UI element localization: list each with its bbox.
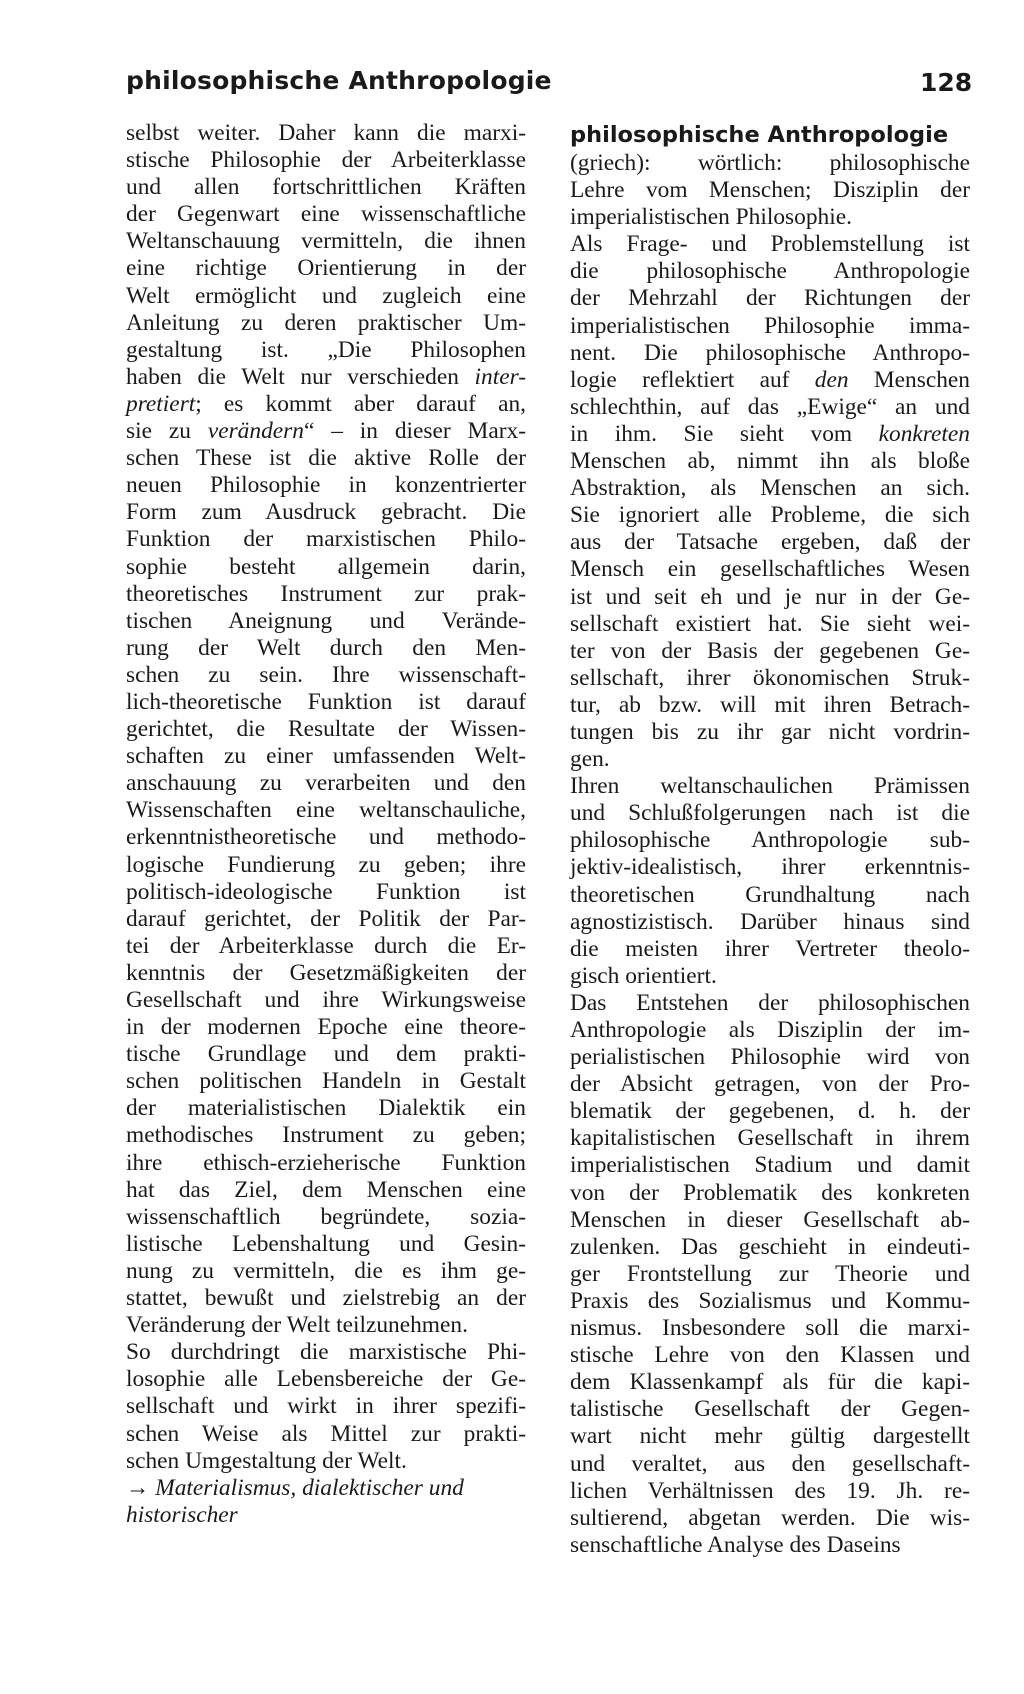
text-line: gen. bbox=[570, 746, 610, 773]
text-line: agnostizistisch. Darüber hinaus sind bbox=[570, 908, 970, 935]
text-line: gerichtet, die Resultate der Wissen- bbox=[126, 716, 526, 743]
text-line: jektiv-idealistisch, ihrer erkenntnis- bbox=[570, 854, 970, 881]
text-line: nismus. Insbesondere soll die marxi- bbox=[570, 1315, 970, 1342]
text-line: Ihren weltanschaulichen Prämissen bbox=[570, 773, 970, 800]
text-line: logie reflektiert auf den Menschen bbox=[570, 366, 970, 393]
text-line: imperialistischen Philosophie imma- bbox=[570, 312, 970, 339]
text-line: ist und seit eh und je nur in der Ge- bbox=[570, 583, 970, 610]
text-line: Veränderung der Welt teilzunehmen. bbox=[126, 1312, 468, 1339]
text-line: wissenschaftlich begründete, sozia- bbox=[126, 1203, 526, 1230]
text-line: stische Philosophie der Arbeiterklasse bbox=[126, 147, 526, 174]
text-line: Als Frage- und Problemstellung ist bbox=[570, 231, 970, 258]
text-line: aus der Tatsache ergeben, daß der bbox=[570, 529, 970, 556]
text-line: blematik der gegebenen, d. h. der bbox=[570, 1098, 970, 1125]
text-line: selbst weiter. Daher kann die marxi- bbox=[126, 120, 526, 146]
text-line: Welt ermöglicht und zugleich eine bbox=[126, 282, 526, 309]
text-line: Praxis des Sozialismus und Kommu- bbox=[570, 1287, 970, 1314]
text-line: hat das Ziel, dem Menschen eine bbox=[126, 1176, 526, 1203]
text-line: perialistischen Philosophie wird von bbox=[570, 1044, 970, 1071]
text-line: Anleitung zu deren praktischer Um- bbox=[126, 309, 526, 336]
text-line: talistische Gesellschaft der Gegen- bbox=[570, 1396, 970, 1423]
text-line: schaften zu einer umfassenden Welt- bbox=[126, 743, 526, 770]
text-line: der Gegenwart eine wissenschaftliche bbox=[126, 201, 526, 228]
text-line: ter von der Basis der gegebenen Ge- bbox=[570, 637, 970, 664]
text-line: darauf gerichtet, der Politik der Par- bbox=[126, 905, 526, 932]
cross-reference-continuation[interactable]: historischer bbox=[126, 1501, 238, 1528]
text-line: lichen Verhältnissen des 19. Jh. re- bbox=[570, 1477, 970, 1504]
text-line: imperialistischen Philosophie. bbox=[570, 204, 852, 231]
text-line: schen These ist die aktive Rolle der bbox=[126, 445, 526, 472]
text-line: schlechthin, auf das „Ewige“ an und bbox=[570, 393, 970, 420]
text-line: Das Entstehen der philosophischen bbox=[570, 989, 970, 1016]
text-line: sellschaft existiert hat. Sie sieht wei- bbox=[570, 610, 970, 637]
text-line: neuen Philosophie in konzentrierter bbox=[126, 472, 526, 499]
text-line: nung zu vermitteln, die es ihm ge- bbox=[126, 1257, 526, 1284]
text-line: pretiert; es kommt aber darauf an, bbox=[126, 390, 526, 417]
text-line: losophie alle Lebensbereiche der Ge- bbox=[126, 1366, 526, 1393]
text-line: senschaftliche Analyse des Daseins bbox=[570, 1531, 901, 1558]
text-line: Anthropologie als Disziplin der im- bbox=[570, 1017, 970, 1043]
text-line: ihre ethisch-erzieherische Funktion bbox=[126, 1149, 526, 1176]
text-line: schen Weise als Mittel zur prakti- bbox=[126, 1420, 526, 1447]
text-line: sie zu verändern“ – in dieser Marx- bbox=[126, 418, 527, 445]
text-line: zulenken. Das geschieht in eindeuti- bbox=[570, 1233, 970, 1260]
entry-heading: philosophische Anthropologie bbox=[570, 122, 949, 148]
text-line: ger Frontstellung zur Theorie und bbox=[570, 1260, 970, 1287]
text-line: schen politischen Handeln in Gestalt bbox=[126, 1068, 526, 1095]
text-line: und allen fortschrittlichen Kräften bbox=[126, 174, 526, 201]
text-line: Sie ignoriert alle Probleme, die sich bbox=[570, 502, 970, 529]
text-line: schen zu sein. Ihre wissenschaft- bbox=[126, 661, 526, 688]
text-line: die meisten ihrer Vertreter theolo- bbox=[570, 935, 970, 962]
text-line: eine richtige Orientierung in der bbox=[126, 255, 526, 282]
text-line: stattet, bewußt und zielstrebig an der bbox=[126, 1285, 526, 1312]
text-line: in der modernen Epoche eine theore- bbox=[126, 1014, 526, 1041]
text-line: in ihm. Sie sieht vom konkreten bbox=[570, 420, 970, 447]
left-column bbox=[126, 120, 526, 1529]
text-line: tischen Aneignung und Verände- bbox=[126, 607, 526, 634]
text-line: und Schlußfolgerungen nach ist die bbox=[570, 800, 970, 827]
text-line: theoretischen Grundhaltung nach bbox=[570, 881, 970, 908]
text-line: kapitalistischen Gesellschaft in ihrem bbox=[570, 1125, 970, 1152]
text-line: tei der Arbeiterklasse durch die Er- bbox=[126, 932, 526, 959]
text-line: Menschen in dieser Gesellschaft ab- bbox=[570, 1206, 970, 1233]
text-line: der materialistischen Dialektik ein bbox=[126, 1095, 526, 1122]
text-line: der Mehrzahl der Richtungen der bbox=[570, 285, 970, 312]
text-line: schen Umgestaltung der Welt. bbox=[126, 1447, 407, 1474]
text-line: sellschaft, ihrer ökonomischen Struk- bbox=[570, 664, 970, 691]
text-line: So durchdringt die marxistische Phi- bbox=[126, 1339, 526, 1366]
text-line: von der Problematik des konkreten bbox=[570, 1179, 970, 1206]
text-line: rung der Welt durch den Men- bbox=[126, 634, 526, 661]
text-line: tur, ab bzw. will mit ihren Betrach- bbox=[570, 691, 970, 718]
text-line: haben die Welt nur verschieden inter- bbox=[126, 363, 526, 390]
text-line: Wissenschaften eine weltanschauliche, bbox=[126, 797, 526, 824]
text-line: tische Grundlage und dem prakti- bbox=[126, 1041, 526, 1068]
text-line: Mensch ein gesellschaftliches Wesen bbox=[570, 556, 970, 583]
text-line: nent. Die philosophische Anthropo- bbox=[570, 339, 970, 366]
text-line: philosophische Anthropologie sub- bbox=[570, 827, 970, 854]
text-line: und veraltet, aus den gesellschaft- bbox=[570, 1450, 970, 1477]
text-line: gisch orientiert. bbox=[570, 962, 717, 989]
text-line: sultierend, abgetan werden. Die wis- bbox=[570, 1504, 970, 1531]
text-line: imperialistischen Stadium und damit bbox=[570, 1152, 970, 1179]
text-line: logische Fundierung zu geben; ihre bbox=[126, 851, 526, 878]
cross-reference[interactable] bbox=[126, 1475, 526, 1502]
text-line: anschauung zu verarbeiten und den bbox=[126, 770, 526, 797]
text-line: der Absicht getragen, von der Pro- bbox=[570, 1071, 970, 1098]
text-line: (griech): wörtlich: philosophische bbox=[570, 150, 970, 176]
page-number: 128 bbox=[920, 68, 973, 97]
text-line: die philosophische Anthropologie bbox=[570, 258, 970, 285]
text-line: tungen bis zu ihr gar nicht vordrin- bbox=[570, 718, 970, 745]
text-line: Funktion der marxistischen Philo- bbox=[126, 526, 526, 553]
text-line: Gesellschaft und ihre Wirkungsweise bbox=[126, 987, 526, 1013]
text-line: politisch-ideologische Funktion ist bbox=[126, 878, 526, 905]
text-line: erkenntnistheoretische und methodo- bbox=[126, 824, 526, 851]
text-line: Menschen ab, nimmt ihn als bloße bbox=[570, 448, 970, 475]
text-line: theoretisches Instrument zur prak- bbox=[126, 580, 526, 607]
arrow-right-icon: → bbox=[126, 1474, 150, 1501]
text-line: Form zum Ausdruck gebracht. Die bbox=[126, 499, 526, 526]
text-line: Lehre vom Menschen; Disziplin der bbox=[570, 177, 970, 204]
text-line: wart nicht mehr gültig dargestellt bbox=[570, 1423, 970, 1450]
text-line: sophie besteht allgemein darin, bbox=[126, 553, 526, 580]
text-line: gestaltung ist. „Die Philosophen bbox=[126, 336, 526, 363]
text-line: methodisches Instrument zu geben; bbox=[126, 1122, 526, 1149]
text-line: stische Lehre von den Klassen und bbox=[570, 1342, 970, 1369]
text-line: kenntnis der Gesetzmäßigkeiten der bbox=[126, 959, 526, 986]
text-line: Weltanschauung vermitteln, die ihnen bbox=[126, 228, 526, 255]
text-line: lich-theoretische Funktion ist darauf bbox=[126, 688, 526, 715]
text-line: dem Klassenkampf als für die kapi- bbox=[570, 1369, 970, 1396]
running-head: philosophische Anthropologie bbox=[126, 66, 552, 95]
cross-reference-text: Materialismus, dialektischer und bbox=[155, 1474, 464, 1501]
right-column bbox=[570, 120, 970, 1559]
text-line: sellschaft und wirkt in ihrer spezifi- bbox=[126, 1393, 526, 1420]
text-line: listische Lebenshaltung und Gesin- bbox=[126, 1230, 526, 1257]
text-line: Abstraktion, als Menschen an sich. bbox=[570, 475, 970, 502]
